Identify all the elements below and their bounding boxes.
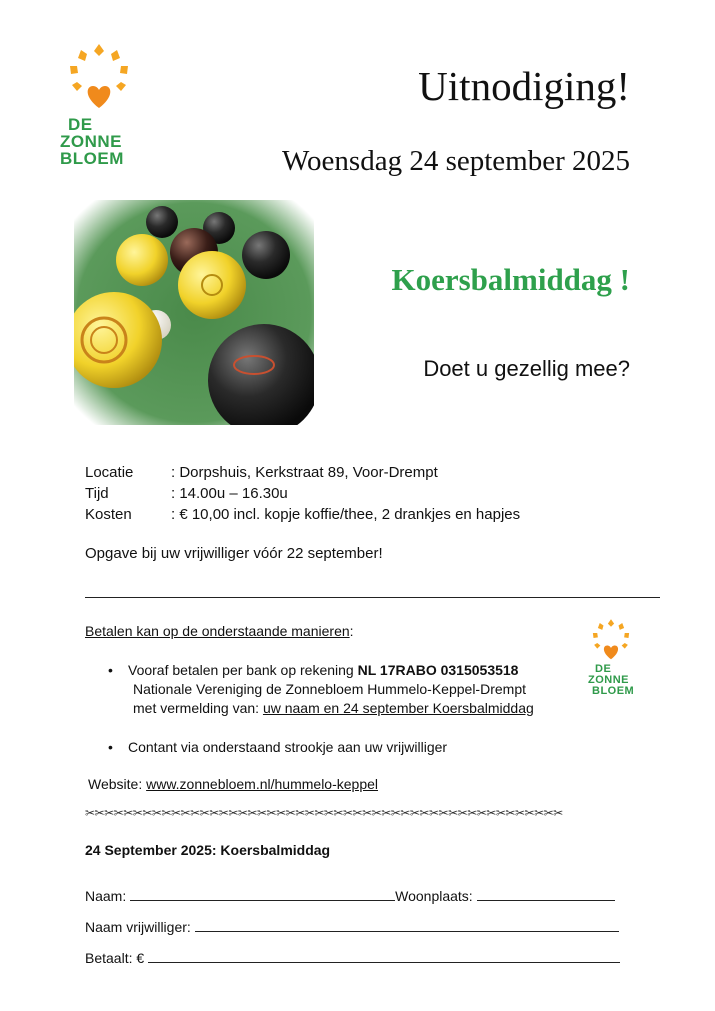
payment-heading — [85, 623, 354, 639]
bullet-icon: • — [108, 739, 113, 755]
logo-text-zonne: ZONNE — [588, 674, 629, 686]
info-row-location — [85, 462, 520, 483]
logo-text-bloem: BLOEM — [592, 685, 635, 697]
logo-text-de: DE — [68, 115, 93, 134]
event-date: Woensdag 24 september 2025 — [282, 145, 630, 177]
volunteer-field[interactable] — [195, 919, 619, 932]
zonnebloem-logo — [60, 42, 142, 167]
registration-note: Opgave bij uw vrijwilliger vóór 22 september! — [85, 545, 383, 562]
divider — [85, 597, 660, 598]
place-label: Woonplaats: — [395, 888, 477, 904]
cut-line: ✂✂✂✂✂✂✂✂✂✂✂✂✂✂✂✂✂✂✂✂✂✂✂✂✂✂✂✂✂✂✂✂✂✂✂✂✂✂✂✂✂✂✂✂✂✂✂✂✂✂ — [85, 806, 563, 820]
logo-text-bloem: BLOEM — [60, 149, 124, 168]
info-value: : € 10,00 incl. kopje koffie/thee, 2 drankjes en hapjes — [171, 506, 521, 523]
logo-text-de: DE — [595, 663, 612, 675]
payment-option-bank — [108, 661, 534, 718]
bank-account-name: Nationale Vereniging de Zonnebloem Hummelo-Keppel-Drempt — [133, 681, 526, 697]
event-name: Koersbalmiddag ! — [391, 262, 630, 297]
volunteer-label: Naam vrijwilliger: — [85, 919, 195, 935]
website-link[interactable]: www.zonnebloem.nl/hummelo-keppel — [146, 776, 379, 792]
slip-row-paid — [85, 950, 620, 966]
name-field[interactable] — [130, 888, 395, 901]
sunflower-heart-icon — [64, 42, 134, 114]
info-row-time — [85, 483, 520, 504]
mention-text: uw naam en 24 september Koersbalmiddag — [262, 700, 534, 716]
logo-text-zonne: ZONNE — [60, 132, 122, 151]
info-row-costs — [85, 504, 520, 525]
bullet-icon: • — [108, 662, 113, 678]
cash-text: Contant via onderstaand strookje aan uw vrijwilliger — [128, 739, 448, 755]
zonnebloem-logo-small — [586, 618, 638, 697]
bank-prefix: Vooraf betalen per bank op rekening — [128, 662, 358, 678]
bowls-photo — [74, 200, 314, 425]
info-label: Locatie — [85, 464, 134, 481]
slip-title: 24 September 2025: Koersbalmiddag — [85, 842, 331, 858]
paid-field[interactable] — [148, 950, 620, 963]
info-value: : Dorpshuis, Kerkstraat 89, Voor-Drempt — [171, 464, 438, 481]
info-value: : 14.00u – 16.30u — [171, 485, 288, 502]
payment-heading-text: Betalen kan op de onderstaande manieren — [85, 623, 350, 639]
mention-prefix: met vermelding van: — [133, 700, 263, 716]
page-title: Uitnodiging! — [418, 63, 630, 109]
invitation-question: Doet u gezellig mee? — [423, 356, 630, 381]
event-info — [85, 462, 520, 525]
payment-option-cash — [108, 739, 447, 755]
info-label: Kosten — [85, 506, 132, 523]
bank-iban: NL 17RABO 0315053518 — [357, 662, 519, 678]
website-label: Website: — [88, 776, 147, 792]
name-label: Naam: — [85, 888, 131, 904]
place-field[interactable] — [477, 888, 615, 901]
payment-heading-colon: : — [349, 623, 354, 639]
slip-row-volunteer — [85, 919, 619, 935]
slip-row-name — [85, 888, 615, 904]
paid-label: Betaalt: € — [85, 950, 149, 966]
info-label: Tijd — [85, 485, 109, 502]
sunflower-heart-icon — [589, 618, 633, 663]
website — [88, 776, 378, 792]
